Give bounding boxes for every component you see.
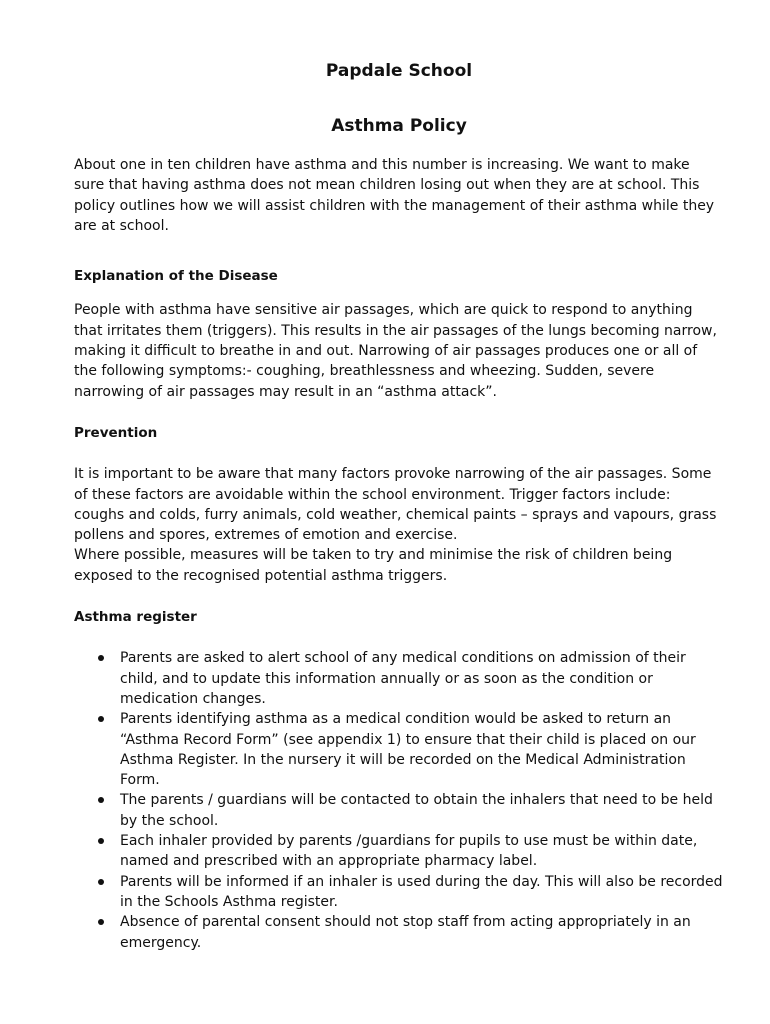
explanation-paragraph: People with asthma have sensitive air passages, which are quick to respond to anything that irritates them (triggers). This results in the air passages of the lungs becoming narrow, making it difficult to breathe in and out. Narrowing of air passages produces one or all of the following symptoms:- coughing, breathlessness and wheezing. Sudden, severe narrowing of air passages may result in an “asthma attack”.	[74, 302, 717, 400]
list-item-text: The parents / guardians will be contacted to obtain the inhalers that need to be held by the school.	[120, 792, 713, 829]
explanation-heading: Explanation of the Disease	[74, 268, 278, 285]
list-item	[74, 790, 724, 831]
intro-paragraph: About one in ten children have asthma and this number is increasing. We want to make sure that having asthma does not mean children losing out when they are at school. This policy outlines how we will assist children with the management of their asthma while they are at school.	[74, 157, 715, 234]
bullet-icon	[98, 797, 104, 803]
prevention-paragraph: It is important to be aware that many factors provoke narrowing of the air passages. Some of these factors are avoidable within the school environment. Trigger factors include: coughs and colds, furry animals, cold weather, chemical paints – sprays and vapours, grass pollens and spores, extremes of emotion and exercise.	[74, 466, 717, 544]
prevention-paragraph-2: Where possible, measures will be taken to try and minimise the risk of children being exposed to the recognised potential asthma triggers.	[74, 547, 673, 584]
policy-title: Asthma Policy	[331, 116, 467, 136]
list-item-text: Absence of parental consent should not stop staff from acting appropriately in an emergency.	[120, 914, 691, 951]
list-item	[74, 831, 724, 872]
register-heading: Asthma register	[74, 609, 197, 626]
list-item-text: Parents will be informed if an inhaler is used during the day. This will also be recorded in the Schools Asthma register.	[120, 873, 723, 910]
list-item	[74, 912, 724, 953]
school-name: Papdale School	[325, 61, 473, 81]
bullet-icon	[98, 879, 104, 885]
list-item-text: Parents identifying asthma as a medical condition would be asked to return an “Asthma Record Form” (see appendix 1) to ensure that their child is placed on our Asthma Register. In the nursery it will be recorded on the Medical Administration Form.	[120, 711, 696, 789]
list-item	[74, 872, 724, 913]
register-bullet-list	[74, 627, 724, 952]
list-item-text: Each inhaler provided by parents /guardians for pupils to use must be within date, named and prescribed with an appropriate pharmacy label.	[120, 833, 698, 870]
bullet-icon	[98, 716, 104, 722]
list-item	[74, 648, 724, 709]
document-page	[74, 60, 724, 953]
prevention-heading: Prevention	[74, 424, 158, 441]
bullet-icon	[98, 838, 104, 844]
list-item	[74, 709, 724, 790]
bullet-icon	[98, 655, 104, 661]
bullet-icon	[98, 919, 104, 925]
list-item-text: Parents are asked to alert school of any medical conditions on admission of their child, and to update this information annually or as soon as the condition or medication changes.	[120, 650, 686, 707]
